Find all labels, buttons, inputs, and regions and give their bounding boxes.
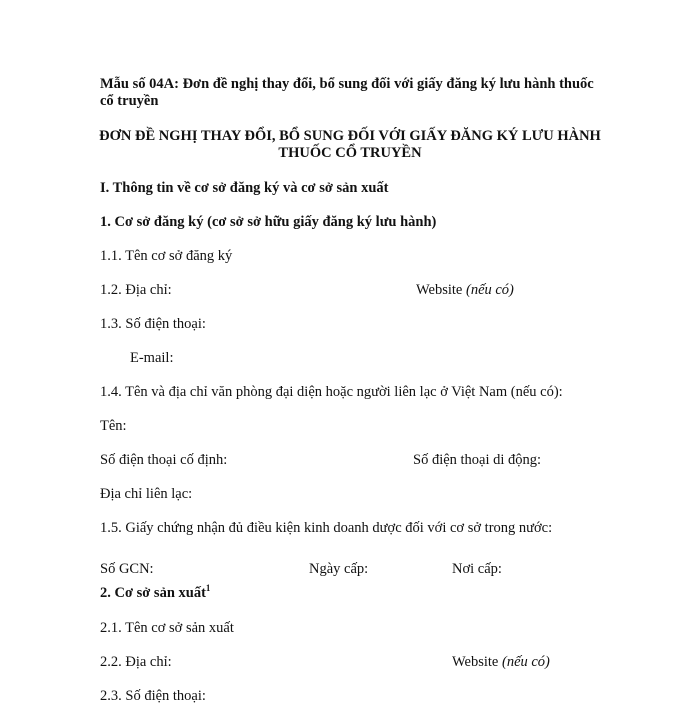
- section2-heading: [100, 585, 210, 602]
- form-code-title: Mẫu số 04A: Đơn đề nghị thay đổi, bổ sung đối với giấy đăng ký lưu hành thuốc: [100, 76, 594, 92]
- website-label: Website: [416, 282, 463, 298]
- field-1-3-phone: 1.3. Số điện thoại:: [100, 316, 206, 332]
- field-landline: Số điện thoại cố định:: [100, 452, 228, 468]
- field-contact-address: Địa chỉ liên lạc:: [100, 486, 193, 502]
- website-label-2: Website: [452, 654, 499, 670]
- field-email: E-mail:: [130, 350, 174, 366]
- field-1-4-representative: 1.4. Tên và địa chỉ văn phòng đại diện hoặc người liên lạc ở Việt Nam (nếu có):: [100, 384, 563, 400]
- field-mobile: Số điện thoại di động:: [413, 452, 542, 468]
- field-cert-number: Số GCN:: [100, 561, 154, 577]
- field-2-3-phone: 2.3. Số điện thoại:: [100, 688, 206, 704]
- field-1-5-certificate: 1.5. Giấy chứng nhận đủ điều kiện kinh doanh dược đối với cơ sở trong nước:: [100, 520, 553, 536]
- footnote-mark: 1: [205, 583, 211, 594]
- field-2-2-address: 2.2. Địa chỉ:: [100, 654, 172, 670]
- if-any-note: (nếu có): [465, 282, 514, 298]
- field-1-2-address: 1.2. Địa chỉ:: [100, 282, 172, 298]
- field-1-2-website: [416, 282, 514, 299]
- main-title-line2: THUỐC CỔ TRUYỀN: [278, 145, 422, 161]
- field-issue-place: Nơi cấp:: [452, 561, 502, 577]
- field-name: Tên:: [100, 418, 127, 434]
- subsection1-heading: 1. Cơ sở đăng ký (cơ sở sở hữu giấy đăng ký lưu hành): [100, 214, 437, 230]
- field-2-1-manufacturer-name: 2.1. Tên cơ sở sản xuất: [100, 620, 234, 636]
- field-issue-date: Ngày cấp:: [309, 561, 369, 577]
- section2-heading-text: 2. Cơ sở sản xuất: [100, 585, 206, 601]
- form-code-title-continued: cổ truyền: [100, 93, 159, 109]
- if-any-note-2: (nếu có): [501, 654, 550, 670]
- main-title-line1: ĐƠN ĐỀ NGHỊ THAY ĐỔI, BỔ SUNG ĐỐI VỚI GIẤY ĐĂNG KÝ LƯU HÀNH: [99, 128, 601, 144]
- field-1-1-registrant-name: 1.1. Tên cơ sở đăng ký: [100, 248, 233, 264]
- field-2-2-website: [452, 654, 550, 671]
- section1-heading: I. Thông tin về cơ sở đăng ký và cơ sở sản xuất: [100, 180, 389, 196]
